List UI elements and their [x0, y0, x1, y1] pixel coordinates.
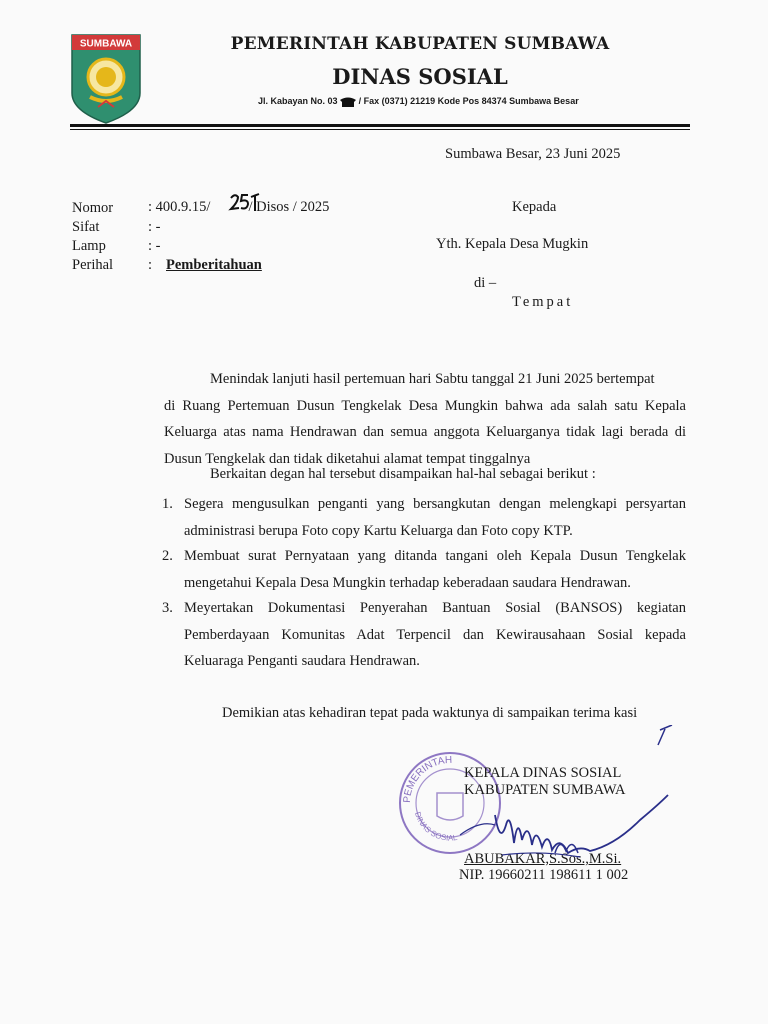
list-item-2: Membuat surat Pernyataan yang ditanda tangani oleh Kepala Dusun Tengkelak mengetahui Kepala Desa Mungkin terhadap keberadaan saudara Hendrawan. — [184, 548, 686, 591]
recipient-yth: Yth. Kepala Desa Mugkin — [436, 236, 589, 252]
recipient-kepada: Kepada — [512, 199, 557, 215]
handwritten-signature — [440, 725, 690, 885]
recipient-di: di – — [474, 275, 497, 291]
list-number-3: 3. — [162, 600, 173, 616]
signer-title-1: KEPALA DINAS SOSIAL — [464, 765, 622, 781]
letterhead-rule-thick — [70, 124, 690, 127]
letterhead-rule-thin — [70, 129, 690, 130]
letterhead-address — [258, 96, 579, 107]
signer-title-2: KABUPATEN SUMBAWA — [464, 782, 626, 798]
list-number-2: 2. — [162, 548, 173, 564]
list-item-1: Segera mengusulkan penganti yang bersangkutan dengan melengkapi persyartan administrasi berupa Foto copy Kartu Keluarga dan Foto copy KTP. — [184, 496, 686, 539]
nomor-suffix: / Disos / 2025 — [248, 199, 330, 215]
handwritten-number — [228, 191, 262, 213]
stamp-text-top: PEMERINTAH — [401, 754, 453, 804]
letterhead-office: DINAS SOSIAL — [332, 64, 508, 89]
list-item-3: Meyertakan Dokumentasi Penyerahan Bantuan Sosial (BANSOS) kegiatan Pemberdayaan Komunitas Adat Terpencil dan Kewirausahaan Sosial kepada Keluaraga Penganti saudara Hendrawan. — [184, 600, 686, 669]
recipient-tempat: Tempat — [512, 294, 574, 310]
nomor-label: Nomor — [72, 200, 114, 216]
letterhead-government: PEMERINTAH KABUPATEN SUMBAWA — [230, 34, 610, 54]
lamp-value: : - — [148, 238, 161, 254]
sifat-value: : - — [148, 219, 161, 235]
place-date: Sumbawa Besar, 23 Juni 2025 — [445, 146, 621, 162]
paragraph-1-first-line: Menindak lanjuti hasil pertemuan hari Sabtu tanggal 21 Juni 2025 bertempat — [210, 371, 655, 387]
paragraph-1-rest: di Ruang Pertemuan Dusun Tengkelak Desa Mungkin bahwa ada salah satu Kepala Keluarga atas nama Hendrawan dan semua anggota Keluarganya tidak lagi berada di Dusun Tengkelak dan tidak diketahui alamat tempat tinggalnya — [164, 397, 686, 467]
signer-name: ABUBAKAR,S.Sos.,M.Si. — [464, 851, 622, 867]
perihal-value: Pemberitahuan — [166, 257, 262, 273]
address-fax: / Fax (0371) 21219 Kode Pos 84374 Sumbawa Besar — [358, 96, 579, 106]
nomor-prefix: : 400.9.15/ — [148, 199, 211, 215]
closing-sentence: Demikian atas kehadiran tepat pada waktunya di sampaikan terima kasi — [222, 705, 638, 721]
address-street: Jl. Kabayan No. 03 — [258, 96, 338, 106]
body-paragraph-2: Berkaitan degan hal tersebut disampaikan hal-hal sebagai berikut : — [210, 466, 596, 482]
signer-nip: NIP. 19660211 198611 1 002 — [459, 867, 629, 883]
lamp-label: Lamp — [72, 238, 106, 254]
list-number-1: 1. — [162, 496, 173, 512]
telephone-icon — [340, 97, 356, 107]
body-paragraph-1 — [164, 366, 686, 472]
perihal-colon: : — [148, 257, 153, 273]
perihal-label: Perihal — [72, 257, 114, 273]
logo-text: SUMBAWA — [79, 38, 133, 50]
sumbawa-regency-logo — [70, 33, 142, 125]
sifat-label: Sifat — [72, 219, 100, 235]
stamp-text-bottom: DINAS SOSIAL — [412, 810, 459, 843]
